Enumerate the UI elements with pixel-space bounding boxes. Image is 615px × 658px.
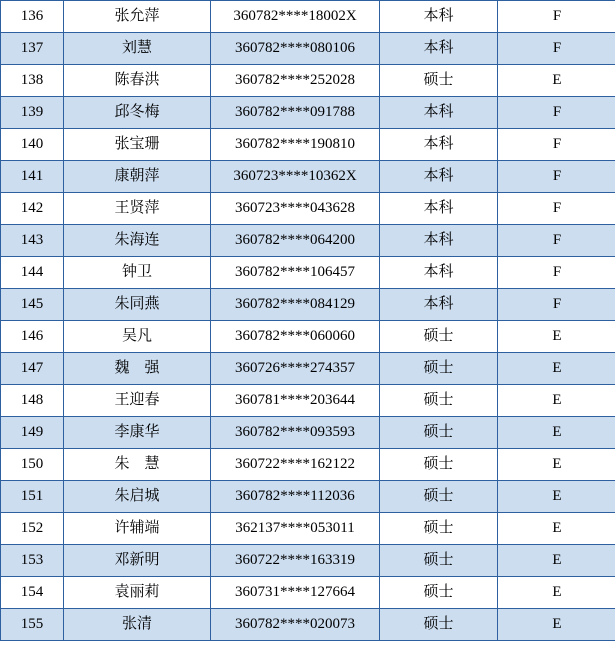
cell-name: 李康华	[64, 417, 211, 449]
table-row	[1, 385, 615, 417]
cell-seq: 142	[1, 193, 64, 225]
cell-seq: 149	[1, 417, 64, 449]
cell-name: 邱冬梅	[64, 97, 211, 129]
cell-id-number: 360782****084129	[211, 289, 380, 321]
cell-grade: E	[498, 321, 615, 353]
table-row	[1, 289, 615, 321]
cell-name: 钟卫	[64, 257, 211, 289]
cell-id-number: 360782****064200	[211, 225, 380, 257]
cell-seq: 152	[1, 513, 64, 545]
cell-education: 硕士	[380, 513, 498, 545]
cell-name: 吴凡	[64, 321, 211, 353]
cell-name: 张宝珊	[64, 129, 211, 161]
cell-education: 本科	[380, 1, 498, 33]
table-row	[1, 129, 615, 161]
cell-grade: E	[498, 417, 615, 449]
cell-seq: 144	[1, 257, 64, 289]
cell-id-number: 360782****252028	[211, 65, 380, 97]
cell-grade: E	[498, 385, 615, 417]
cell-id-number: 360722****162122	[211, 449, 380, 481]
cell-grade: F	[498, 161, 615, 193]
table-row	[1, 417, 615, 449]
table-row	[1, 481, 615, 513]
cell-seq: 155	[1, 609, 64, 641]
cell-education: 本科	[380, 129, 498, 161]
cell-id-number: 360723****043628	[211, 193, 380, 225]
table-row	[1, 449, 615, 481]
cell-seq: 136	[1, 1, 64, 33]
cell-id-number: 360782****18002X	[211, 1, 380, 33]
cell-id-number: 360782****020073	[211, 609, 380, 641]
cell-education: 硕士	[380, 577, 498, 609]
cell-name: 张清	[64, 609, 211, 641]
table-row	[1, 545, 615, 577]
cell-education: 硕士	[380, 609, 498, 641]
cell-grade: E	[498, 577, 615, 609]
cell-name: 朱海连	[64, 225, 211, 257]
cell-grade: F	[498, 33, 615, 65]
cell-seq: 140	[1, 129, 64, 161]
table-row	[1, 97, 615, 129]
cell-grade: E	[498, 513, 615, 545]
table-row	[1, 225, 615, 257]
table-row	[1, 1, 615, 33]
cell-id-number: 360782****060060	[211, 321, 380, 353]
cell-grade: F	[498, 129, 615, 161]
cell-grade: E	[498, 545, 615, 577]
cell-grade: E	[498, 65, 615, 97]
cell-education: 硕士	[380, 65, 498, 97]
table-row	[1, 513, 615, 545]
cell-name: 王贤萍	[64, 193, 211, 225]
cell-seq: 139	[1, 97, 64, 129]
cell-education: 本科	[380, 97, 498, 129]
cell-seq: 150	[1, 449, 64, 481]
table-row	[1, 609, 615, 641]
cell-seq: 154	[1, 577, 64, 609]
cell-id-number: 360731****127664	[211, 577, 380, 609]
roster-table-body	[1, 1, 615, 641]
cell-seq: 153	[1, 545, 64, 577]
cell-grade: E	[498, 481, 615, 513]
cell-id-number: 360782****106457	[211, 257, 380, 289]
cell-seq: 147	[1, 353, 64, 385]
cell-grade: F	[498, 1, 615, 33]
cell-seq: 151	[1, 481, 64, 513]
cell-name: 张允萍	[64, 1, 211, 33]
cell-grade: E	[498, 353, 615, 385]
cell-seq: 143	[1, 225, 64, 257]
table-row	[1, 65, 615, 97]
cell-education: 本科	[380, 257, 498, 289]
cell-education: 本科	[380, 193, 498, 225]
cell-id-number: 360782****080106	[211, 33, 380, 65]
cell-grade: E	[498, 449, 615, 481]
cell-education: 硕士	[380, 385, 498, 417]
cell-id-number: 360782****190810	[211, 129, 380, 161]
cell-id-number: 360726****274357	[211, 353, 380, 385]
cell-grade: F	[498, 289, 615, 321]
cell-seq: 146	[1, 321, 64, 353]
table-row	[1, 33, 615, 65]
cell-name: 王迎春	[64, 385, 211, 417]
cell-name: 邓新明	[64, 545, 211, 577]
table-row	[1, 257, 615, 289]
cell-name: 许辅端	[64, 513, 211, 545]
cell-seq: 145	[1, 289, 64, 321]
cell-id-number: 360782****093593	[211, 417, 380, 449]
cell-education: 硕士	[380, 545, 498, 577]
cell-education: 硕士	[380, 481, 498, 513]
cell-seq: 138	[1, 65, 64, 97]
cell-id-number: 360723****10362X	[211, 161, 380, 193]
cell-education: 本科	[380, 289, 498, 321]
cell-id-number: 360781****203644	[211, 385, 380, 417]
table-row	[1, 577, 615, 609]
cell-id-number: 360722****163319	[211, 545, 380, 577]
cell-name: 刘慧	[64, 33, 211, 65]
cell-education: 硕士	[380, 449, 498, 481]
cell-education: 本科	[380, 225, 498, 257]
table-row	[1, 353, 615, 385]
cell-seq: 148	[1, 385, 64, 417]
table-row	[1, 161, 615, 193]
cell-seq: 141	[1, 161, 64, 193]
cell-name: 朱 慧	[64, 449, 211, 481]
cell-education: 硕士	[380, 417, 498, 449]
cell-id-number: 360782****091788	[211, 97, 380, 129]
cell-grade: E	[498, 609, 615, 641]
cell-grade: F	[498, 257, 615, 289]
cell-grade: F	[498, 225, 615, 257]
cell-id-number: 362137****053011	[211, 513, 380, 545]
cell-name: 魏 强	[64, 353, 211, 385]
cell-education: 本科	[380, 33, 498, 65]
table-row	[1, 321, 615, 353]
cell-name: 袁丽莉	[64, 577, 211, 609]
cell-name: 朱同燕	[64, 289, 211, 321]
cell-education: 硕士	[380, 321, 498, 353]
cell-education: 硕士	[380, 353, 498, 385]
cell-grade: F	[498, 193, 615, 225]
cell-id-number: 360782****112036	[211, 481, 380, 513]
cell-name: 朱启城	[64, 481, 211, 513]
cell-name: 陈春洪	[64, 65, 211, 97]
cell-name: 康朝萍	[64, 161, 211, 193]
cell-seq: 137	[1, 33, 64, 65]
cell-grade: F	[498, 97, 615, 129]
table-row	[1, 193, 615, 225]
cell-education: 本科	[380, 161, 498, 193]
